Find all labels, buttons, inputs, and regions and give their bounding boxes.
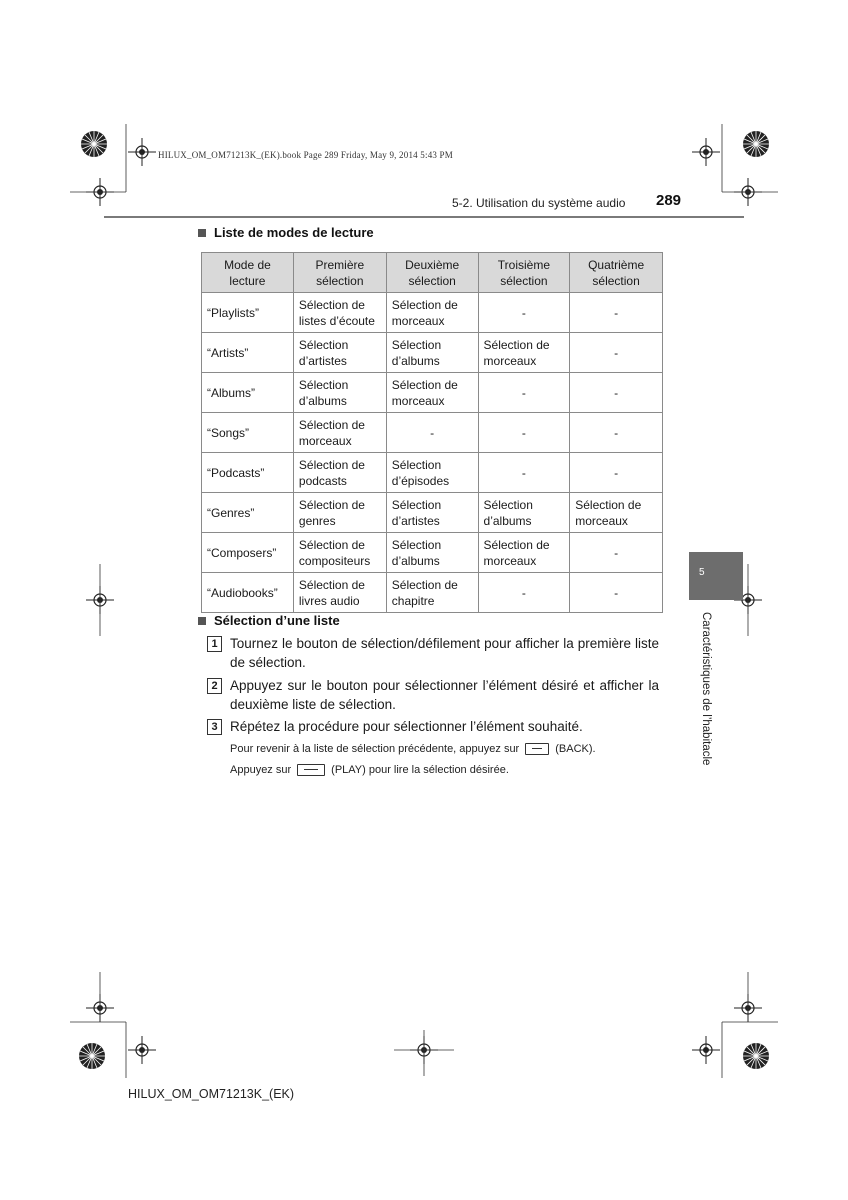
table-header-row [202, 253, 663, 293]
step-number-box: 2 [207, 678, 222, 694]
table-cell: - [570, 573, 663, 613]
table-cell: - [386, 413, 478, 453]
step-text: Répétez la procédure pour sélectionner l’élément souhaité. [230, 719, 583, 734]
table-row [202, 293, 663, 333]
step-1 [207, 634, 659, 672]
column-header: Quatrième sélection [570, 253, 663, 293]
table-cell: - [570, 453, 663, 493]
table-cell: Sélection de morceaux [478, 533, 570, 573]
table-cell: Sélection de morceaux [570, 493, 663, 533]
table-cell: - [478, 373, 570, 413]
footer-code: HILUX_OM_OM71213K_(EK) [128, 1087, 295, 1101]
table-cell: - [570, 413, 663, 453]
table-cell: Sélection d’épisodes [386, 453, 478, 493]
table-cell: “Playlists” [202, 293, 294, 333]
table-cell: “Podcasts” [202, 453, 294, 493]
table-cell: “Albums” [202, 373, 294, 413]
table-row [202, 453, 663, 493]
playback-modes-table [201, 252, 663, 613]
table-cell: Sélection d’artistes [386, 493, 478, 533]
table-cell: Sélection de listes d’écoute [293, 293, 386, 333]
column-header: Deuxième sélection [386, 253, 478, 293]
note-play [230, 763, 509, 777]
page-number: 289 [656, 192, 682, 209]
note-text: (PLAY) pour lire la sélection désirée. [331, 764, 509, 776]
chapter-tab [689, 552, 743, 600]
step-text: Tournez le bouton de sélection/défilement pour afficher la première liste de sélection. [230, 636, 659, 670]
table-cell: - [478, 293, 570, 333]
note-back [230, 742, 596, 756]
table-cell: - [570, 333, 663, 373]
header-rule [104, 216, 744, 218]
step-number-box: 3 [207, 719, 222, 735]
table-cell: - [478, 573, 570, 613]
heading-text: Sélection d’une liste [214, 613, 340, 628]
table-cell: Sélection de morceaux [293, 413, 386, 453]
table-cell: - [570, 293, 663, 333]
step-2 [207, 676, 659, 714]
table-cell: - [478, 413, 570, 453]
section-breadcrumb: 5-2. Utilisation du système audio [452, 196, 626, 210]
heading-text: Liste de modes de lecture [214, 225, 374, 240]
back-key-icon [525, 743, 549, 755]
table-cell: - [570, 373, 663, 413]
table-cell: Sélection de morceaux [386, 373, 478, 413]
table-cell: “Artists” [202, 333, 294, 373]
table-cell: “Songs” [202, 413, 294, 453]
table-cell: Sélection de morceaux [478, 333, 570, 373]
step-3 [207, 717, 659, 736]
table-cell: Sélection d’albums [386, 333, 478, 373]
table-cell: Sélection de genres [293, 493, 386, 533]
table-row [202, 573, 663, 613]
table-cell: Sélection de chapitre [386, 573, 478, 613]
chapter-number: 5 [699, 567, 705, 578]
table-cell: Sélection de morceaux [386, 293, 478, 333]
note-text: Appuyez sur [230, 764, 292, 776]
square-bullet-icon [198, 229, 206, 237]
table-cell: Sélection de livres audio [293, 573, 386, 613]
note-text: (BACK). [555, 743, 596, 755]
table-cell: - [570, 533, 663, 573]
section-heading-playback-modes [198, 225, 374, 240]
column-header: Mode de lecture [202, 253, 294, 293]
table-cell: Sélection d’albums [386, 533, 478, 573]
table-cell: Sélection d’albums [478, 493, 570, 533]
step-text: Appuyez sur le bouton pour sélectionner l’élément désiré et afficher la deuxième liste de sélection. [230, 678, 659, 712]
table-cell: Sélection d’artistes [293, 333, 386, 373]
chapter-title-vertical: Caractéristiques de l’habitacle [700, 612, 712, 766]
column-header: Première sélection [293, 253, 386, 293]
table-cell: - [478, 453, 570, 493]
play-key-icon [297, 764, 325, 776]
note-text: Pour revenir à la liste de sélection précédente, appuyez sur [230, 743, 520, 755]
table-row [202, 413, 663, 453]
table-row [202, 533, 663, 573]
print-file-info: HILUX_OM_OM71213K_(EK).book Page 289 Friday, May 9, 2014 5:43 PM [158, 150, 453, 160]
table-row [202, 373, 663, 413]
table-cell: Sélection d’albums [293, 373, 386, 413]
table-cell: “Genres” [202, 493, 294, 533]
square-bullet-icon [198, 617, 206, 625]
column-header: Troisième sélection [478, 253, 570, 293]
table-cell: “Composers” [202, 533, 294, 573]
section-heading-list-selection [198, 613, 340, 628]
table-cell: Sélection de compositeurs [293, 533, 386, 573]
table-row [202, 333, 663, 373]
step-number-box: 1 [207, 636, 222, 652]
table-cell: “Audiobooks” [202, 573, 294, 613]
table-row [202, 493, 663, 533]
table-cell: Sélection de podcasts [293, 453, 386, 493]
